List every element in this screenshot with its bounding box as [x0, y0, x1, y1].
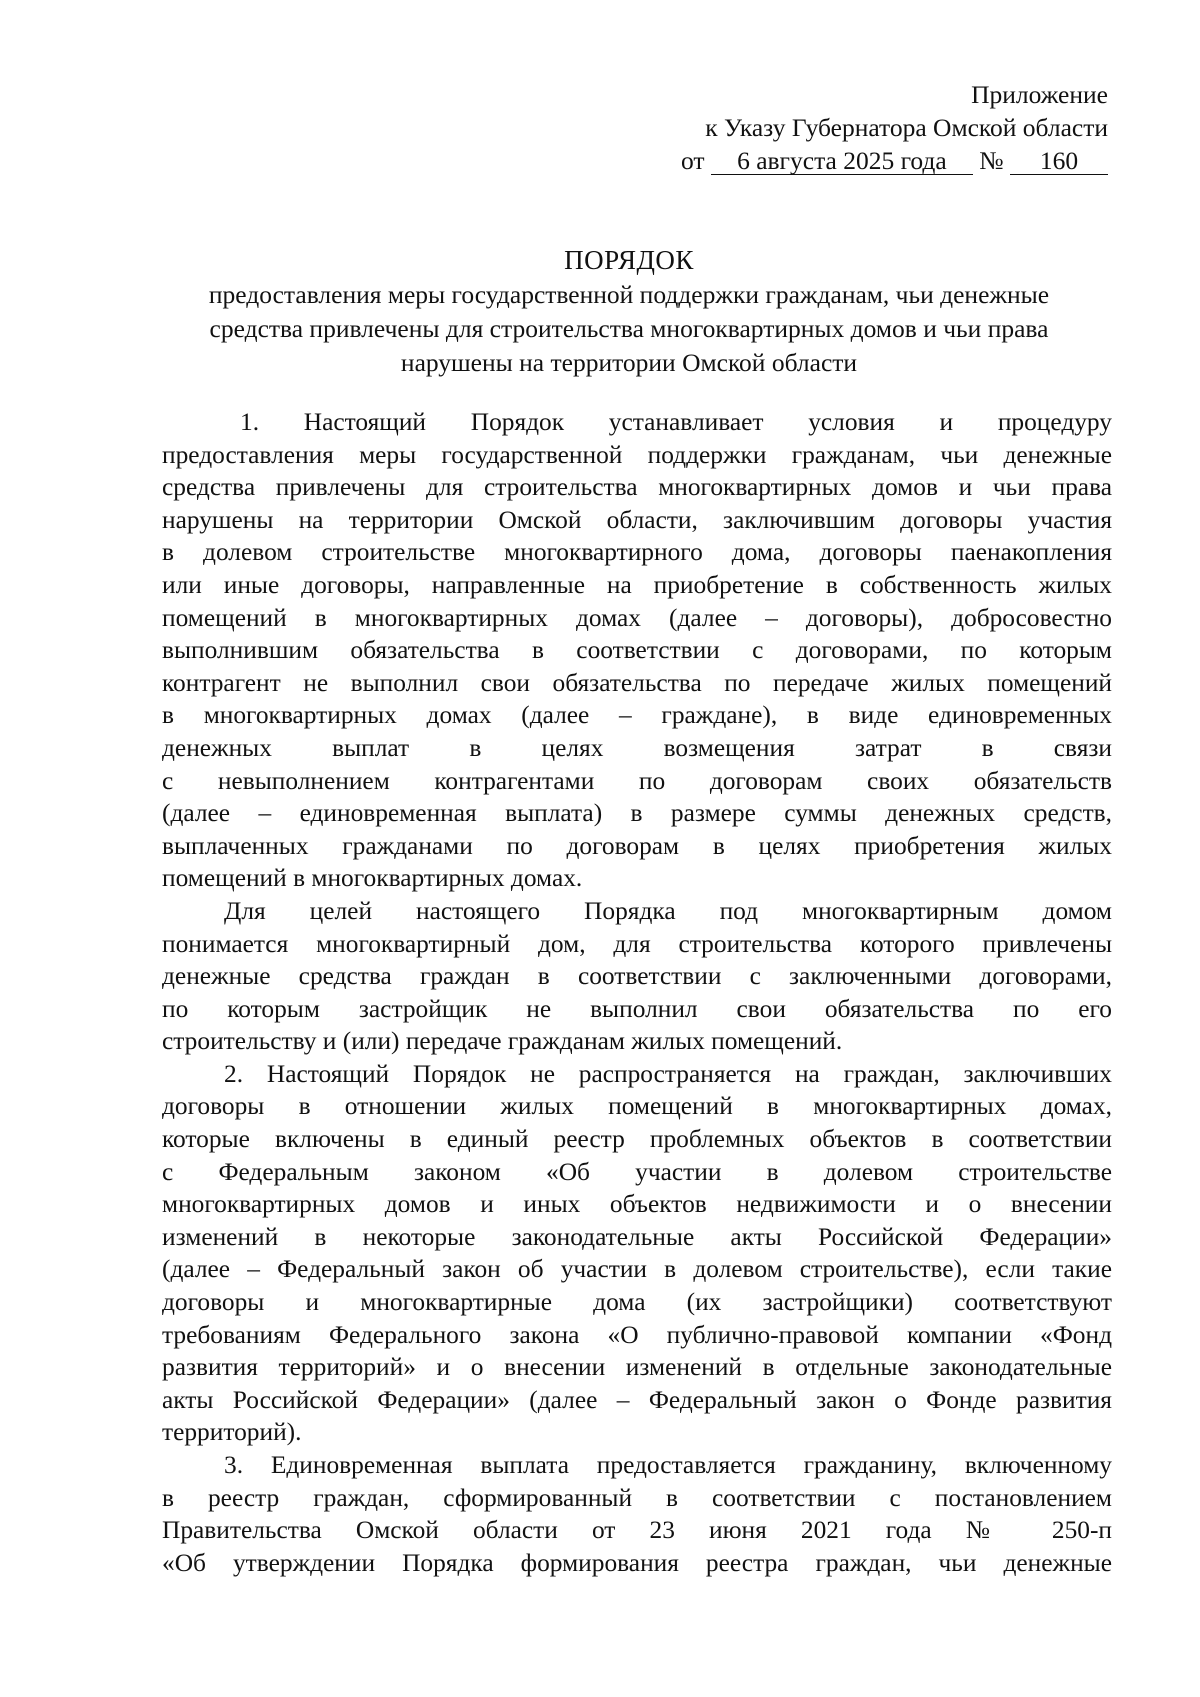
- text-line: «Об утверждении Порядка формирования реестра граждан, чьи денежные: [162, 1548, 1112, 1577]
- paragraph-3: [162, 1449, 1112, 1579]
- text-line: договоры и многоквартирные дома (их застройщики) соответствуют: [162, 1288, 1112, 1317]
- text-line: нарушены на территории Омской области, заключившим договоры участия: [162, 505, 1112, 534]
- text-line: территорий).: [162, 1418, 302, 1447]
- text-line: или иные договоры, направленные на приобретение в собственность жилых: [162, 570, 1112, 599]
- text-line: в долевом строительстве многоквартирного дома, договоры паенакопления: [162, 538, 1112, 567]
- text-line: Для целей настоящего Порядка под многоквартирным домом: [224, 896, 1112, 925]
- subtitle-line: средства привлечены для строительства многоквартирных домов и чьи права: [209, 314, 1049, 343]
- text-line: понимается многоквартирный дом, для строительства которого привлечены: [162, 929, 1112, 958]
- text-line: контрагент не выполнил свои обязательства по передаче жилых помещений: [162, 668, 1112, 697]
- text-line: выполнившим обязательства в соответствии с договорами, по которым: [162, 636, 1112, 665]
- document-body: [162, 406, 1112, 1579]
- text-line: договоры в отношении жилых помещений в многоквартирных домах,: [162, 1092, 1112, 1121]
- text-line: развития территорий» и о внесении изменений в отдельные законодательные: [162, 1353, 1112, 1382]
- text-line: предоставления меры государственной поддержки гражданам, чьи денежные: [162, 440, 1112, 469]
- text-line: выплаченных гражданами по договорам в целях приобретения жилых: [162, 831, 1112, 860]
- text-line: с невыполнением контрагентами по договорам своих обязательств: [162, 766, 1112, 795]
- text-line: средства привлечены для строительства многоквартирных домов и чьи права: [162, 473, 1112, 502]
- decree-reference: к Указу Губернатора Омской области: [705, 113, 1108, 142]
- number-sign: №: [979, 146, 1004, 175]
- text-line: с Федеральным законом «Об участии в долевом строительстве: [162, 1157, 1112, 1186]
- paragraph-1-continued: [162, 895, 1112, 1058]
- decree-date: 6 августа 2025 года: [711, 147, 973, 175]
- text-line: изменений в некоторые законодательные акты Российской Федерации»: [162, 1222, 1112, 1251]
- text-line: 1. Настоящий Порядок устанавливает условия и процедуру: [240, 408, 1112, 436]
- paragraph-1: [162, 406, 1112, 895]
- text-line: помещений в многоквартирных домах.: [162, 864, 583, 893]
- document-title: ПОРЯДОК: [564, 245, 694, 275]
- text-line: акты Российской Федерации» (далее – Федеральный закон о Фонде развития: [162, 1385, 1112, 1414]
- subtitle-line: предоставления меры государственной поддержки гражданам, чьи денежные: [208, 280, 1050, 309]
- text-line: 3. Единовременная выплата предоставляется гражданину, включенному: [224, 1451, 1112, 1479]
- text-line: которые включены в единый реестр проблемных объектов в соответствии: [162, 1125, 1112, 1154]
- text-line: многоквартирных домов и иных объектов недвижимости и о внесении: [162, 1190, 1112, 1219]
- text-line: требованиям Федерального закона «О публично-правовой компании «Фонд: [162, 1320, 1112, 1349]
- document-subtitle: [150, 278, 1108, 380]
- decree-number: 160: [1010, 147, 1108, 175]
- appendix-label: Приложение: [971, 80, 1108, 109]
- paragraph-2: [162, 1058, 1112, 1449]
- text-line: денежных выплат в целях возмещения затрат в связи: [162, 733, 1112, 762]
- decree-date-number-line: [548, 144, 1108, 177]
- date-prefix: от: [680, 146, 705, 175]
- subtitle-line: нарушены на территории Омской области: [400, 348, 858, 377]
- text-line: в реестр граждан, сформированный в соответствии с постановлением: [162, 1483, 1112, 1512]
- document-title-block: [150, 242, 1108, 380]
- text-line: строительству и (или) передаче гражданам жилых помещений.: [162, 1027, 843, 1056]
- text-line: (далее – Федеральный закон об участии в долевом строительстве), если такие: [162, 1255, 1112, 1284]
- text-line: (далее – единовременная выплата) в размере суммы денежных средств,: [162, 799, 1112, 828]
- text-line: 2. Настоящий Порядок не распространяется на граждан, заключивших: [224, 1059, 1112, 1088]
- text-line: помещений в многоквартирных домах (далее – договоры), добросовестно: [162, 603, 1112, 632]
- text-line: денежные средства граждан в соответствии с заключенными договорами,: [162, 962, 1112, 991]
- text-line: в многоквартирных домах (далее – граждане), в виде единовременных: [162, 701, 1112, 730]
- text-line: по которым застройщик не выполнил свои обязательства по его: [162, 994, 1112, 1023]
- text-line: Правительства Омской области от 23 июня 2021 года № 250-п: [162, 1516, 1112, 1545]
- appendix-header: [548, 78, 1108, 177]
